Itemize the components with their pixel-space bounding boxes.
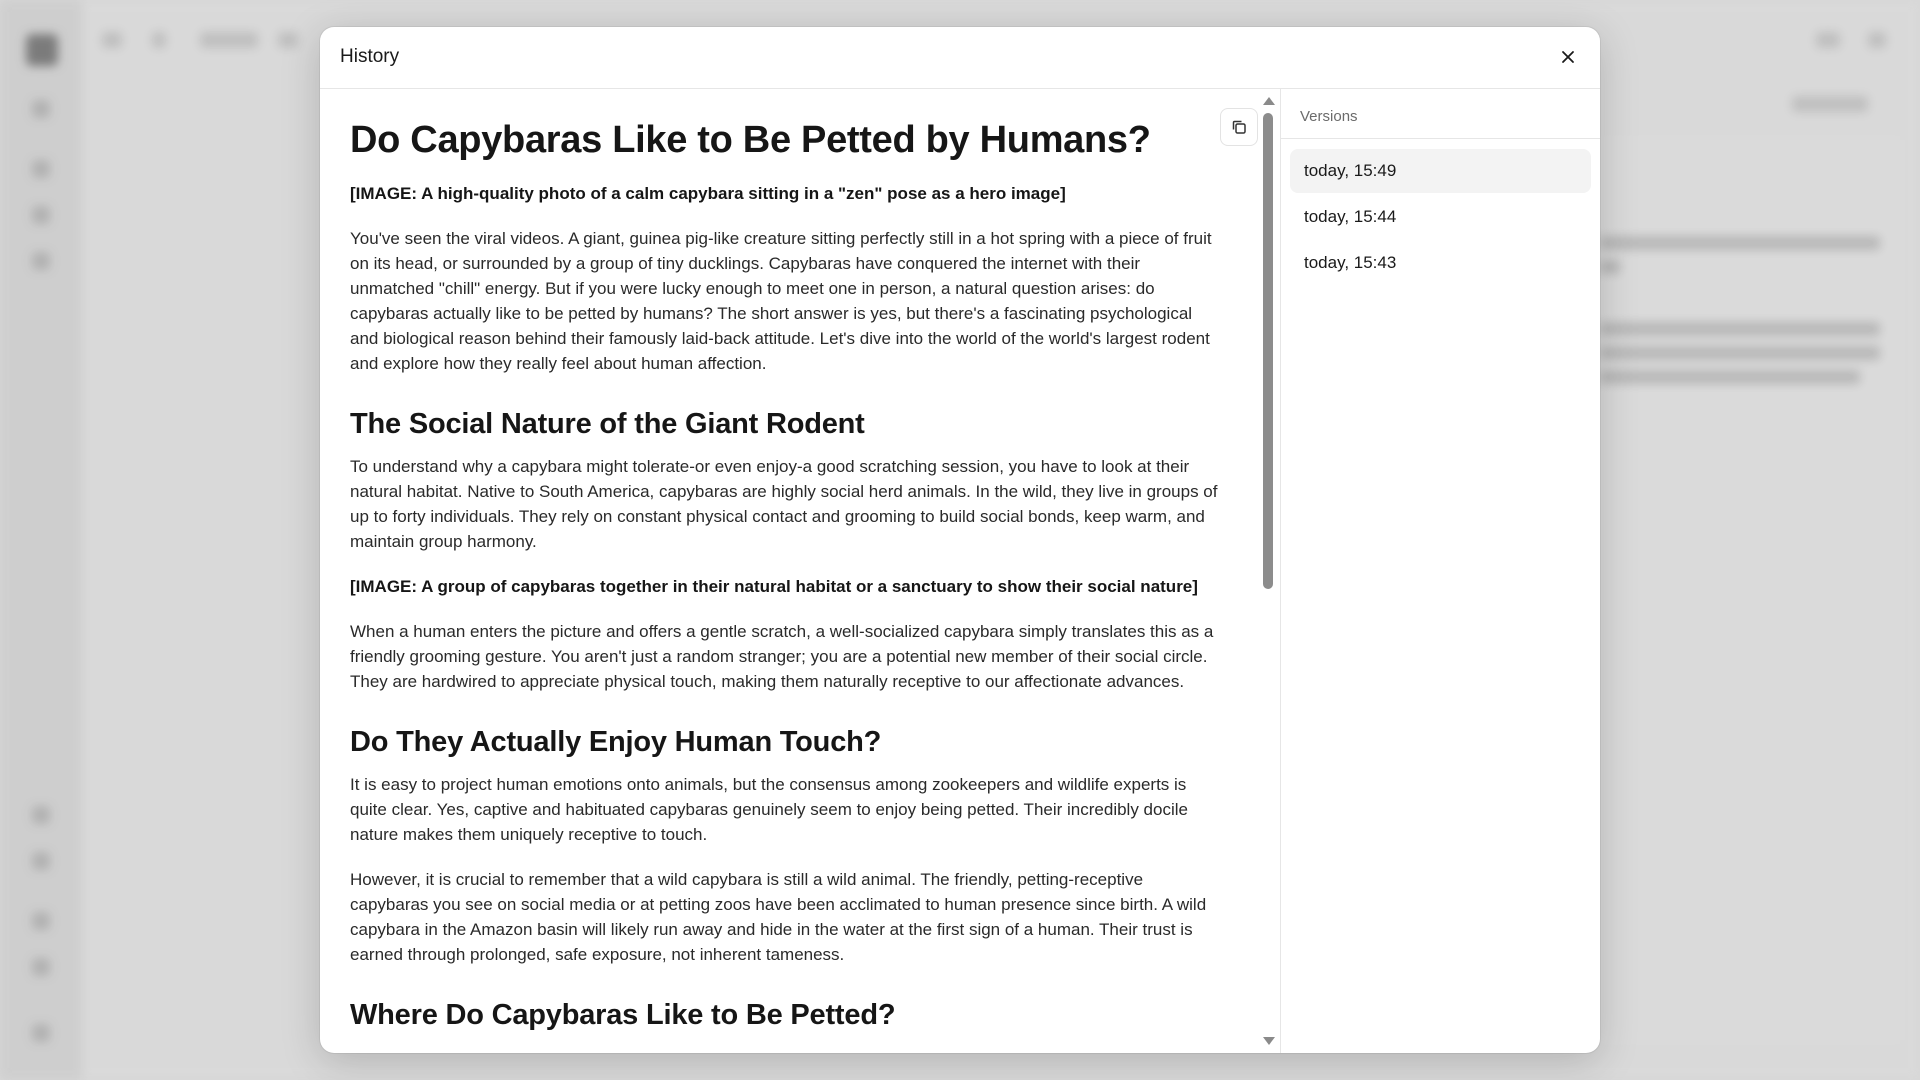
article-paragraph: You've seen the viral videos. A giant, guinea pig-like creature sitting perfectly still in a hot spring with a piece of fruit on its head, or surrounded by a group of tiny ducklings. Capybaras have conquered the internet with their unmatched "chill" energy. But if you were lucky enough to meet one in person, a natural question arises: do capybaras actually like to be petted by humans? The short answer is yes, but there's a fascinating psychological and biological reason behind their famously laid-back attitude. Let's dive into the world of the world's largest rodent and explore how they really feel about human affection. xyxy=(350,229,1212,373)
scroll-down-arrow-icon[interactable] xyxy=(1263,1037,1275,1045)
version-item[interactable]: today, 15:43 xyxy=(1304,253,1397,272)
scroll-thumb[interactable] xyxy=(1263,113,1273,589)
article-body xyxy=(350,181,1220,1033)
article-paragraph: It is easy to project human emotions onto animals, but the consensus among zookeepers and wildlife experts is quite clear. Yes, captive and habituated capybaras genuinely seem to enjoy being petted. Their incredibly docile nature makes them uniquely receptive to touch. xyxy=(350,775,1188,844)
article-paragraph: However, it is crucial to remember that a wild capybara is still a wild animal. The friendly, petting-receptive capybaras you see on social media or at petting zoos have been acclimated to human presence since birth. A wild capybara in the Amazon basin will likely run away and hide in the water at the first sign of a human. Their trust is earned through prolonged, safe exposure, not inherent tameness. xyxy=(350,870,1207,964)
version-preview-pane[interactable] xyxy=(320,89,1280,1053)
section-heading: The Social Nature of the Giant Rodent xyxy=(350,408,865,440)
section-heading: Where Do Capybaras Like to Be Petted? xyxy=(350,999,896,1031)
modal-title: History xyxy=(340,46,400,67)
article-title: Do Capybaras Like to Be Petted by Humans? xyxy=(350,119,1151,161)
close-icon xyxy=(1560,49,1576,65)
versions-label: Versions xyxy=(1300,108,1358,125)
history-modal xyxy=(320,27,1600,1053)
versions-panel xyxy=(1280,89,1600,1053)
content-scrollbar[interactable] xyxy=(1257,89,1279,1053)
image-placeholder-note: [IMAGE: A high-quality photo of a calm capybara sitting in a "zen" pose as a hero image] xyxy=(350,184,1066,203)
section-heading: Do They Actually Enjoy Human Touch? xyxy=(350,726,882,758)
image-placeholder-note: [IMAGE: A group of capybaras together in their natural habitat or a sanctuary to show their social nature] xyxy=(350,577,1198,596)
article-paragraph: To understand why a capybara might tolerate-or even enjoy-a good scratching session, you have to look at their natural habitat. Native to South America, capybaras are highly social herd animals. In the wild, they live in groups of up to forty individuals. They rely on constant physical contact and grooming to build social bonds, keep warm, and maintain group harmony. xyxy=(350,457,1218,551)
version-item[interactable]: today, 15:49 xyxy=(1290,149,1591,193)
copy-button[interactable] xyxy=(1220,108,1258,146)
copy-icon xyxy=(1230,118,1248,136)
version-item[interactable]: today, 15:44 xyxy=(1304,207,1397,226)
close-button[interactable] xyxy=(1552,41,1584,73)
article-preview xyxy=(350,117,1220,1045)
version-list xyxy=(1281,139,1600,297)
scroll-up-arrow-icon[interactable] xyxy=(1263,97,1275,105)
article-paragraph: When a human enters the picture and offers a gentle scratch, a well-socialized capybara simply translates this as a friendly grooming gesture. You aren't just a random stranger; you are a potential new member of their social circle. They are hardwired to appreciate physical touch, making them naturally receptive to our affectionate advances. xyxy=(350,622,1214,691)
modal-header xyxy=(320,27,1600,89)
versions-header xyxy=(1281,89,1600,139)
